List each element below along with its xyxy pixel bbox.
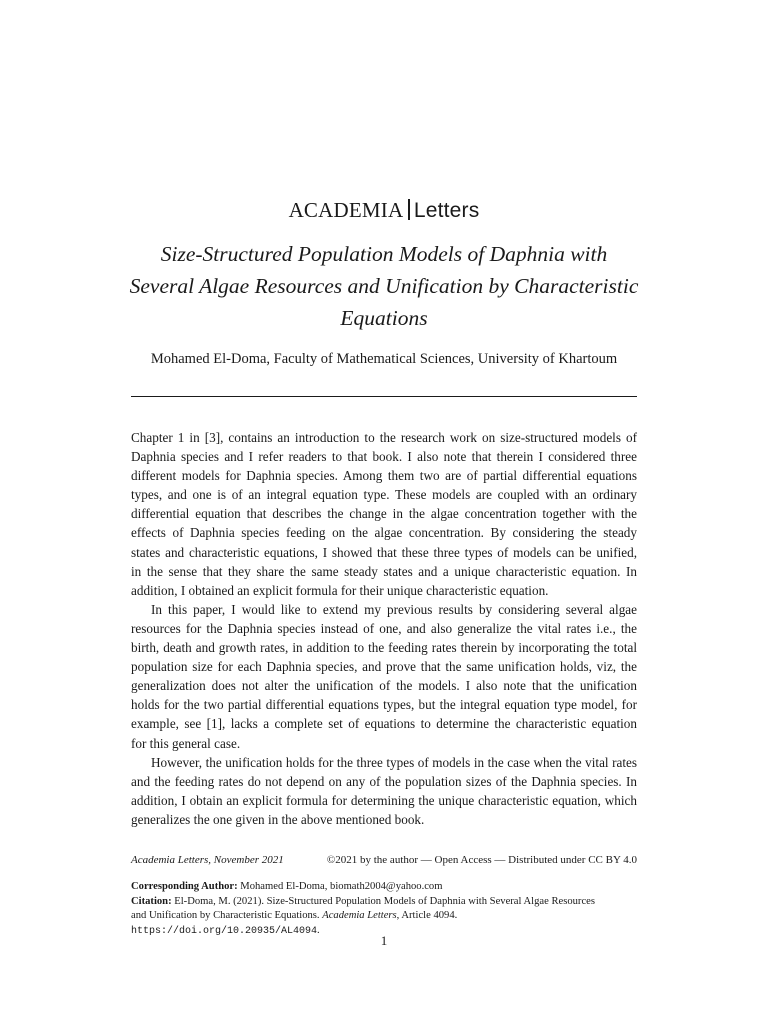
body-line: addition, I obtained an explicit formula for their unique characteristic equation. bbox=[131, 582, 549, 598]
footer-license: ©2021 by the author — Open Access — Distributed under CC BY 4.0 bbox=[326, 854, 637, 866]
body-line: differential equation that describes the change in the algae concentration together with the bbox=[131, 506, 637, 522]
citation-line-2 bbox=[131, 909, 637, 924]
doi-period: . bbox=[317, 924, 320, 936]
citation-text: El-Doma, M. (2021). Size-Structured Population Models of Daphnia with Several Algae Resources bbox=[174, 895, 595, 907]
footer-journal-date: Academia Letters, November 2021 bbox=[131, 854, 284, 866]
doi-link[interactable]: https://doi.org/10.20935/AL4094 bbox=[131, 925, 318, 937]
title-line: Several Algae Resources and Unification by Characteristic bbox=[129, 274, 639, 298]
title-line: Equations bbox=[340, 306, 428, 330]
body-line: for this general case. bbox=[131, 735, 241, 751]
body-line: In this paper, I would like to extend my previous results by considering several algae bbox=[151, 601, 637, 617]
journal-subtitle: Letters bbox=[413, 199, 480, 222]
body-line: generalization does not alter the unification of the models. I also note that the unification bbox=[131, 678, 637, 694]
body-line: population size for each Daphnia species, and prove that the same unification holds, viz, the bbox=[131, 659, 637, 675]
body-line: effects of Daphnia species feeding on the algae concentration. By considering the steady bbox=[131, 525, 637, 541]
body-line: Chapter 1 in [3], contains an introduction to the research work on size-structured models of bbox=[131, 430, 637, 445]
citation-journal: Academia Letters bbox=[322, 910, 397, 921]
body-line: holds for the two partial differential equations types, but the integral equation type model, for bbox=[131, 697, 637, 713]
corresponding-value[interactable]: Mohamed El-Doma, biomath2004@yahoo.com bbox=[240, 881, 443, 892]
body-line: Daphnia species and I refer readers to that book. I also note that therein I considered three bbox=[131, 449, 637, 465]
body-line: example, see [1], lacks a complete set of equations to determine the characteristic equation bbox=[131, 716, 637, 732]
corresponding-label: Corresponding Author: bbox=[131, 881, 238, 892]
citation-article: , Article 4094. bbox=[396, 910, 458, 921]
citation-text-2: and Unification by Characteristic Equations. bbox=[131, 910, 320, 921]
journal-separator bbox=[408, 199, 410, 220]
body-line: and the feeding rates do not depend on any of the population sizes of the Daphnia species. In bbox=[131, 773, 637, 789]
footer-line bbox=[131, 854, 637, 866]
body-line: birth, death and growth rates, in addition to the feeding rates therein by incorporating the total bbox=[131, 640, 637, 656]
body-line: types, and one is of an integral equation type. These models are coupled with an ordinary bbox=[131, 487, 637, 503]
page-number: 1 bbox=[380, 933, 388, 948]
body-line: generalizes the one given in the above mentioned book. bbox=[131, 811, 425, 827]
body-line: addition, I obtain an explicit formula for determining the unique characteristic equation, which bbox=[131, 792, 637, 808]
title-line: Size-Structured Population Models of Daphnia with bbox=[160, 242, 608, 266]
body-line: resources for the Daphnia species instead of one, and also generalize the vital rates i.e., the bbox=[131, 620, 637, 636]
journal-brand: ACADEMIA bbox=[288, 198, 404, 222]
body-text bbox=[131, 428, 637, 829]
body-line: in the sense that they share the same steady states and a unique characteristic equation. In bbox=[131, 563, 637, 579]
article-meta bbox=[131, 880, 637, 939]
corresponding-author bbox=[131, 880, 637, 895]
citation-line-1 bbox=[131, 895, 637, 910]
divider-rule bbox=[131, 396, 637, 397]
body-line: states and characteristic equations, I showed that these three types of models can be unified, bbox=[131, 544, 637, 560]
citation-label: Citation: bbox=[131, 895, 172, 907]
journal-header bbox=[0, 198, 768, 223]
body-line: different models for Daphnia species. Among them two are of partial differential equations bbox=[131, 468, 637, 484]
paper-title bbox=[110, 238, 658, 334]
body-line: However, the unification holds for the three types of models in the case when the vital rates bbox=[151, 754, 637, 770]
author-affiliation: Mohamed El-Doma, Faculty of Mathematical Sciences, University of Khartoum bbox=[150, 351, 618, 367]
